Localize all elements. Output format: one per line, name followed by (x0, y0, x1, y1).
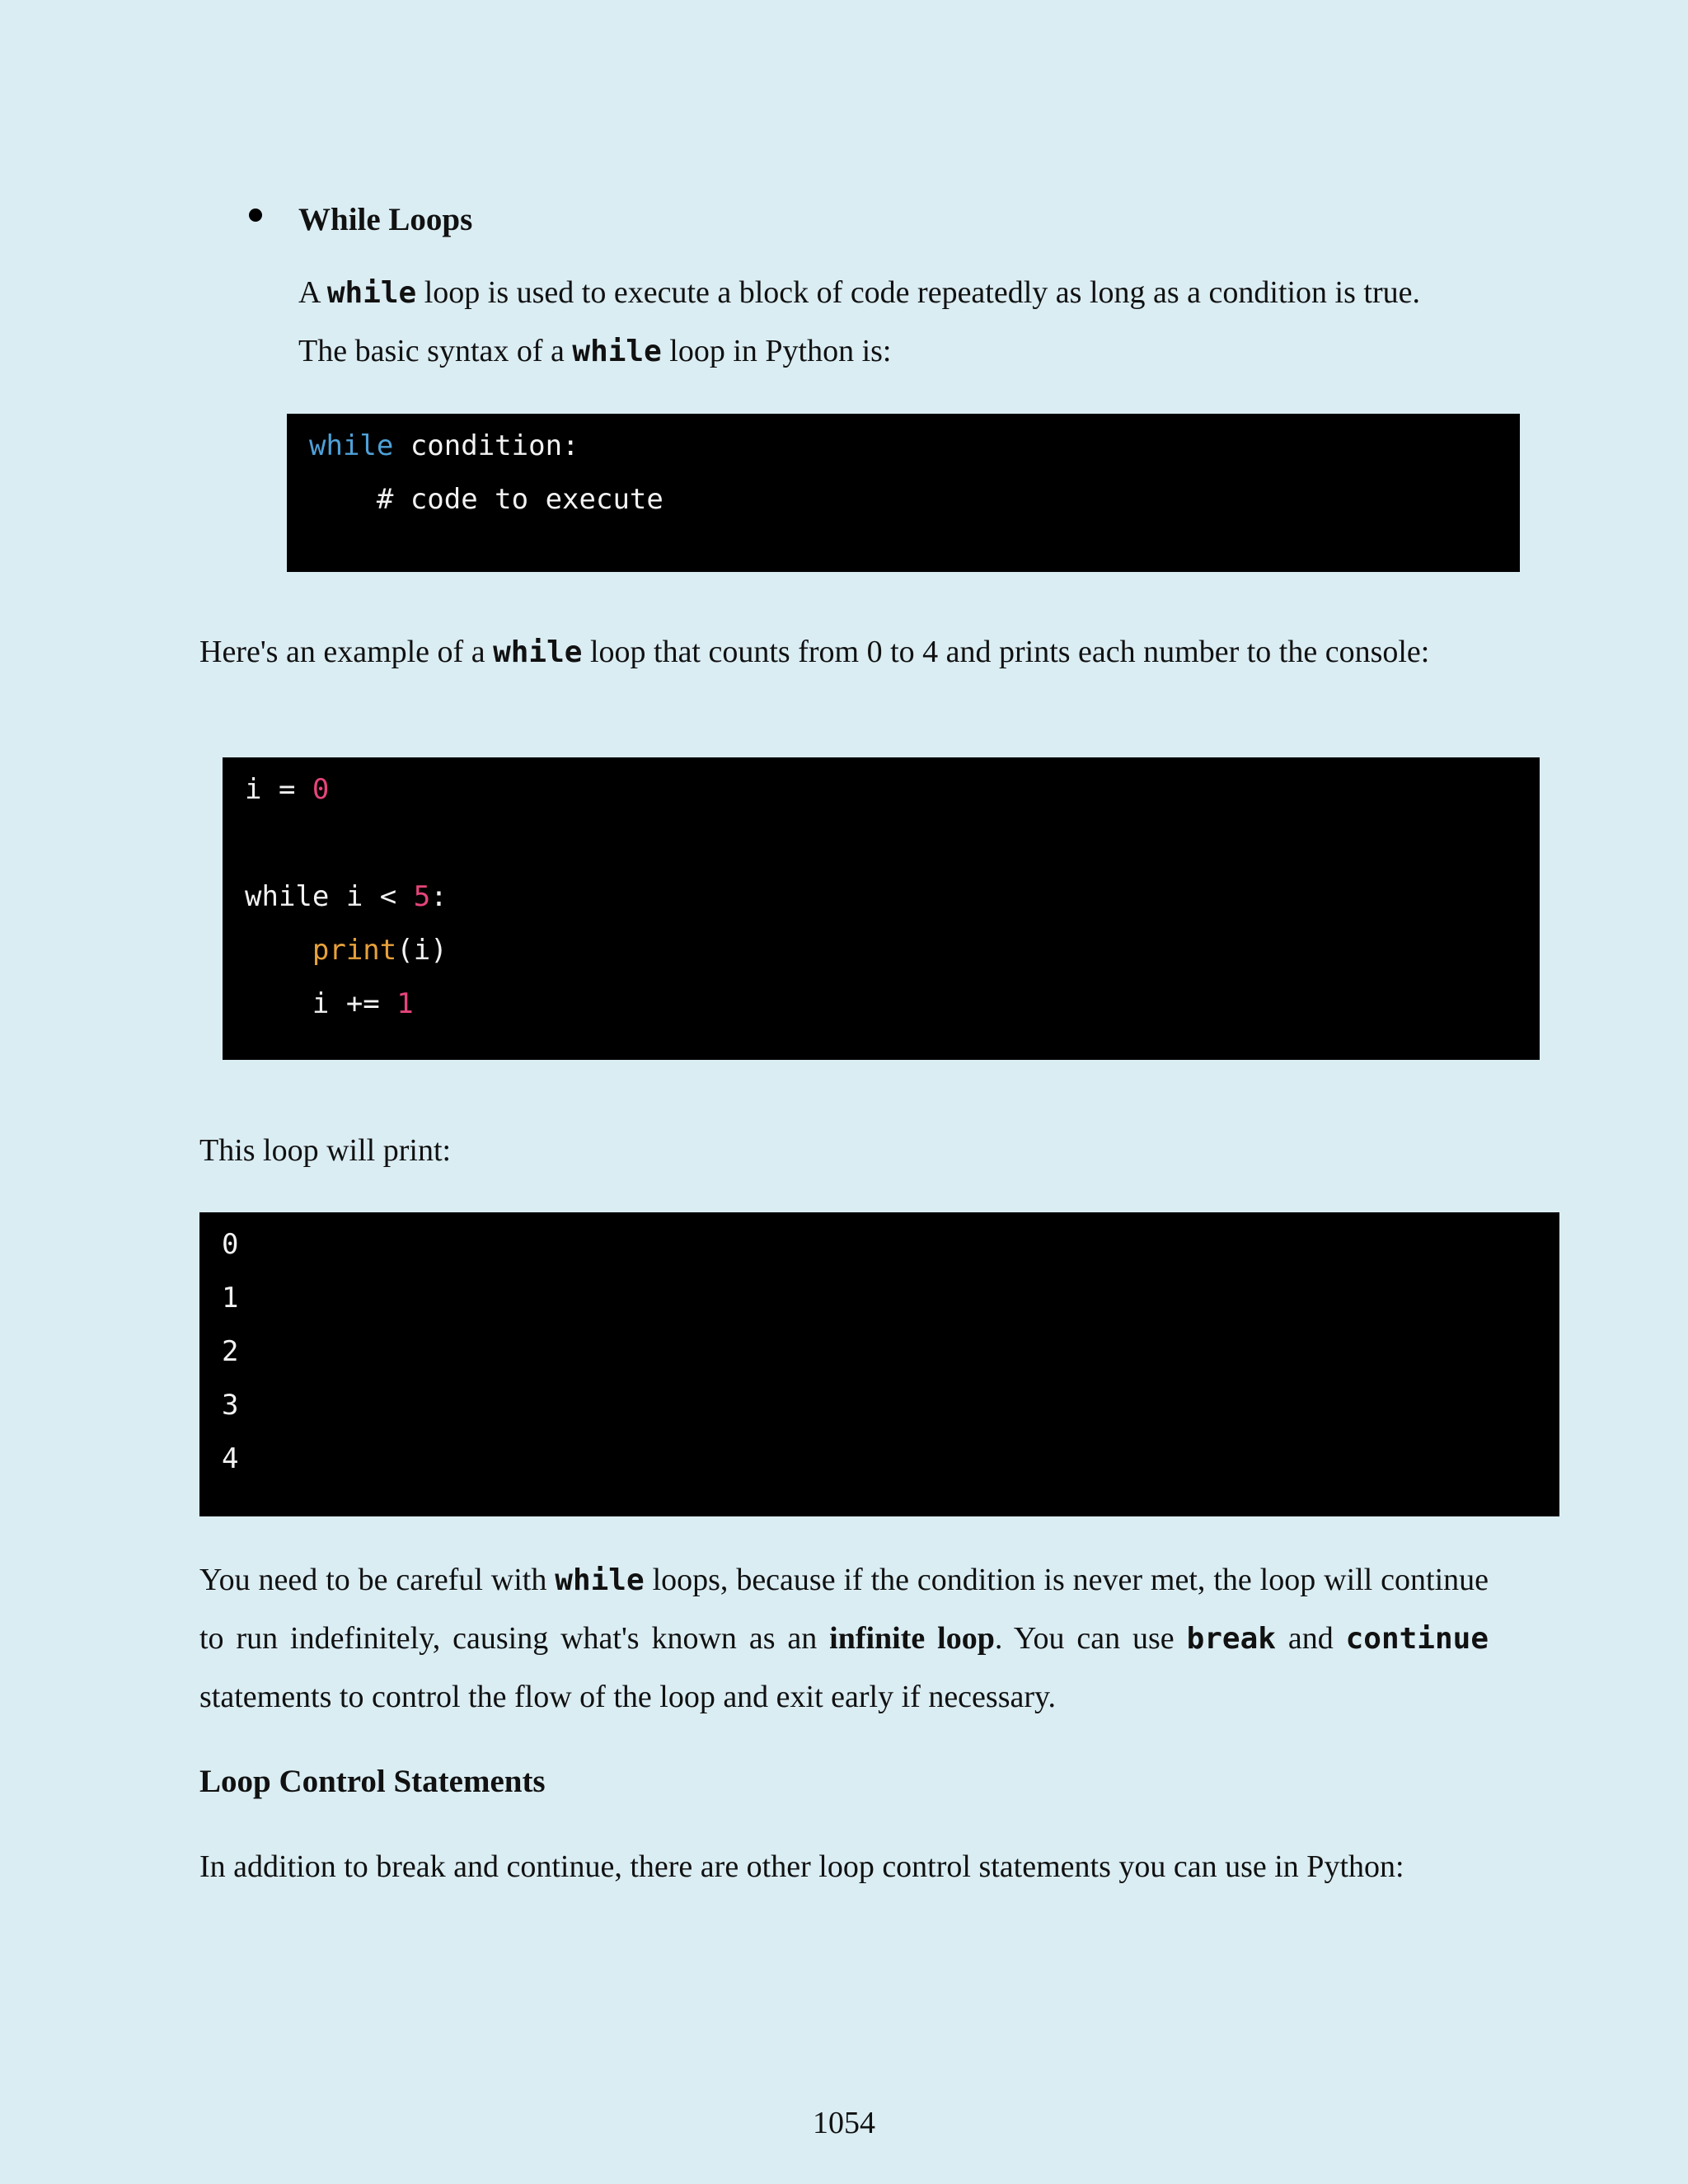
inline-code: continue (1345, 1622, 1489, 1656)
inline-code: while (326, 276, 417, 310)
page-number: 1054 (813, 2106, 875, 2140)
intro-line-1: A while loop is used to execute a block of code repeatedly as long as a condition is true. (298, 275, 1420, 310)
inline-code: while (555, 1563, 645, 1597)
inline-code: while (493, 635, 583, 669)
syntax-code-block: while condition: # code to execute (287, 414, 1520, 572)
inline-code: while (572, 335, 662, 368)
code-function: print (312, 934, 397, 967)
code-keyword: while (309, 429, 394, 462)
caution-paragraph: You need to be careful with while loops, because if the condition is never met, the loop will continue to run indefinitely, causing what's known as an infinite loop. You can use break and continue statements to control the flow of the loop and exit early if necessary. (199, 1563, 1489, 1714)
inline-code: break (1186, 1622, 1276, 1656)
example-code-block: i = 0 while i < 5: print(i) i += 1 (223, 757, 1540, 1060)
code-comment: # code to execute (309, 483, 663, 516)
bold-term: infinite loop (829, 1621, 995, 1656)
intro-paragraph (298, 264, 1493, 381)
example-intro-paragraph: Here's an example of a while loop that counts from 0 to 4 and prints each number to the console: (199, 635, 1430, 669)
subsection-heading: Loop Control Statements (199, 1764, 546, 1799)
intro-line-2: The basic syntax of a while loop in Python is: (298, 334, 892, 368)
output-intro: This loop will print: (199, 1133, 452, 1168)
output-code-block: 0 1 2 3 4 (199, 1212, 1559, 1516)
bullet-icon (249, 209, 262, 222)
subsection-paragraph: In addition to break and continue, there are other loop control statements you can use in Python: (199, 1849, 1404, 1884)
section-heading: While Loops (298, 202, 473, 237)
